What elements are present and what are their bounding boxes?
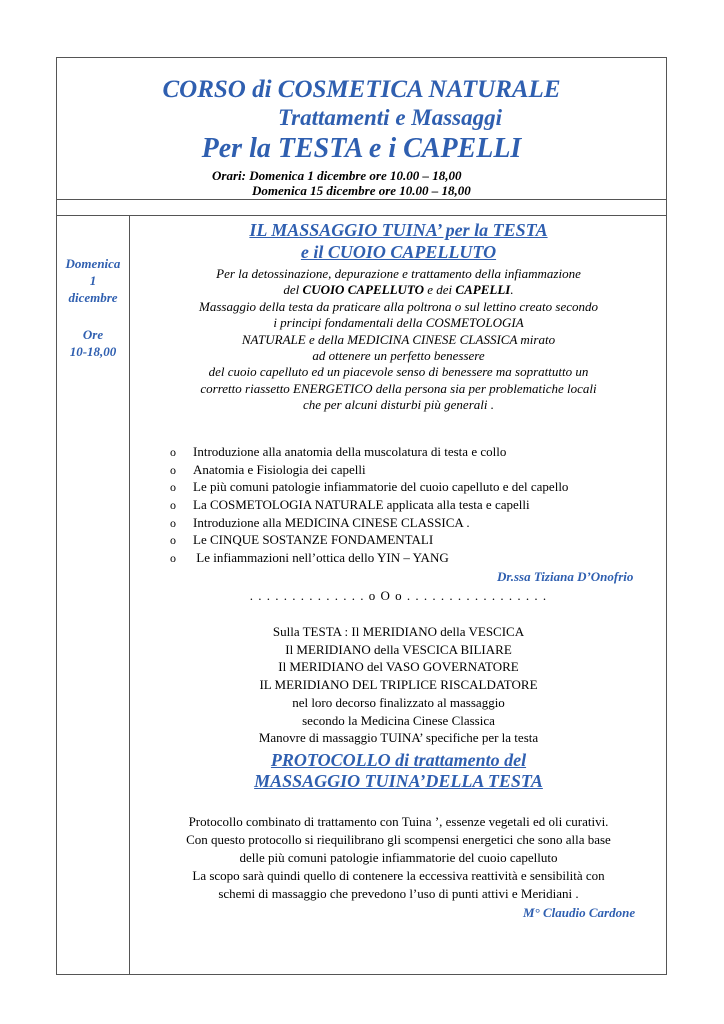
meridian-line: IL MERIDIANO DEL TRIPLICE RISCALDATORE: [259, 677, 538, 693]
list-item: o Introduzione alla anatomia della muscolatura di testa e collo: [170, 443, 568, 461]
description-line: corretto riassetto ENERGETICO della persona sia per problematiche locali: [200, 380, 597, 396]
protocol-description: [130, 813, 667, 903]
bullet-icon: o: [170, 498, 176, 513]
meridian-line: Manovre di massaggio TUINA’ specifiche per la testa: [258, 730, 539, 746]
bullet-icon: o: [170, 445, 176, 459]
bullet-icon: o: [170, 551, 176, 566]
signature-tiziana: Dr.ssa Tiziana D’Onofrio: [497, 569, 634, 584]
sidebar-hours-label: Ore: [82, 327, 104, 342]
course-subtitle: Trattamenti e Massaggi: [277, 105, 503, 130]
protocol-line: Protocollo combinato di trattamento con Tuina ’, essenze vegetali ed oli curativi.: [188, 814, 609, 829]
description-line: ad ottenere un perfetto benessere: [312, 348, 485, 364]
meridian-line: Il MERIDIANO della VESCICA BILIARE: [285, 641, 512, 657]
list-item: o Le più comuni patologie infiammatorie del cuoio capelluto e del capello: [170, 478, 568, 496]
schedule-line-1: Orari: Domenica 1 dicembre ore 10.00 – 18,00: [212, 168, 462, 183]
sidebar-hours: [57, 326, 129, 360]
protocol-line: delle più comuni patologie infiammatorie del cuoio capelluto: [239, 850, 558, 865]
protocol-line: Con questo protocollo si riequilibrano gli scompensi energetici che sono alla base: [186, 832, 611, 847]
section-heading-2: e il CUOIO CAPELLUTO: [300, 242, 497, 262]
description-line: che per alcuni disturbi più generali .: [302, 397, 494, 413]
meridian-line: Il MERIDIANO del VASO GOVERNATORE: [278, 659, 519, 675]
description-line: NATURALE e della MEDICINA CINESE CLASSICA mirato: [241, 331, 556, 347]
bullet-icon: o: [170, 515, 176, 530]
meridian-line: secondo la Medicina Cinese Classica: [302, 712, 495, 728]
bullet-icon: o: [170, 462, 176, 477]
protocol-line: schemi di massaggio che prevedono l’uso di punti attivi e Meridiani .: [218, 886, 579, 901]
meridians-block: [130, 623, 667, 747]
bullet-icon: o: [170, 533, 176, 548]
description-line: del CUOIO CAPELLUTO e dei CAPELLI.: [283, 282, 514, 298]
topics-list: [170, 443, 568, 567]
description-line: Massaggio della testa da praticare alla poltrona o sul lettino creato secondo: [199, 298, 598, 314]
list-item: o Le infiammazioni nell’ottica dello YIN – YANG: [170, 549, 568, 567]
bullet-icon: o: [170, 480, 176, 495]
list-item: o Anatomia e Fisiologia dei capelli: [170, 461, 568, 479]
protocol-heading-2: MASSAGGIO TUINA’DELLA TESTA: [254, 771, 543, 791]
divider: [56, 199, 667, 200]
list-item: o Le CINQUE SOSTANZE FONDAMENTALI: [170, 531, 568, 549]
schedule-line-2: Domenica 15 dicembre ore 10.00 – 18,00: [252, 183, 471, 198]
course-title: CORSO di COSMETICA NATURALE: [162, 76, 561, 103]
description-line: i principi fondamentali della COSMETOLOGIA: [273, 315, 524, 331]
description-line: Per la detossinazione, depurazione e trattamento della infiammazione: [216, 266, 581, 281]
divider: [56, 215, 667, 216]
protocol-heading-1: PROTOCOLLO di trattamento del: [270, 750, 527, 770]
list-item: o La COSMETOLOGIA NATURALE applicata alla testa e capelli: [170, 496, 568, 514]
course-subtitle-2: Per la TESTA e i CAPELLI: [201, 133, 522, 164]
signature-claudio: M° Claudio Cardone: [523, 905, 636, 920]
section-heading-1: IL MASSAGGIO TUINA’ per la TESTA: [249, 220, 548, 240]
sidebar-hours-value: 10-18,00: [69, 344, 117, 359]
sidebar-day: Domenica: [65, 256, 121, 271]
meridian-line: nel loro decorso finalizzato al massaggio: [292, 694, 505, 710]
protocol-line: La scopo sarà quindi quello di contenere la eccessiva reattività e sensibilità con: [192, 868, 605, 883]
sidebar-day-number: 1: [89, 273, 97, 288]
separator: . . . . . . . . . . . . . . o O o . . . . . . . . . . . . . . . . .: [249, 588, 548, 603]
list-item: o Introduzione alla MEDICINA CINESE CLASSICA .: [170, 514, 568, 532]
description: [130, 266, 667, 414]
description-line: del cuoio capelluto ed un piacevole senso di benessere ma soprattutto un: [208, 364, 589, 380]
sidebar-month: dicembre: [68, 290, 118, 305]
sidebar-date: [57, 255, 129, 306]
meridian-line: Sulla TESTA : Il MERIDIANO della VESCICA: [272, 624, 525, 639]
